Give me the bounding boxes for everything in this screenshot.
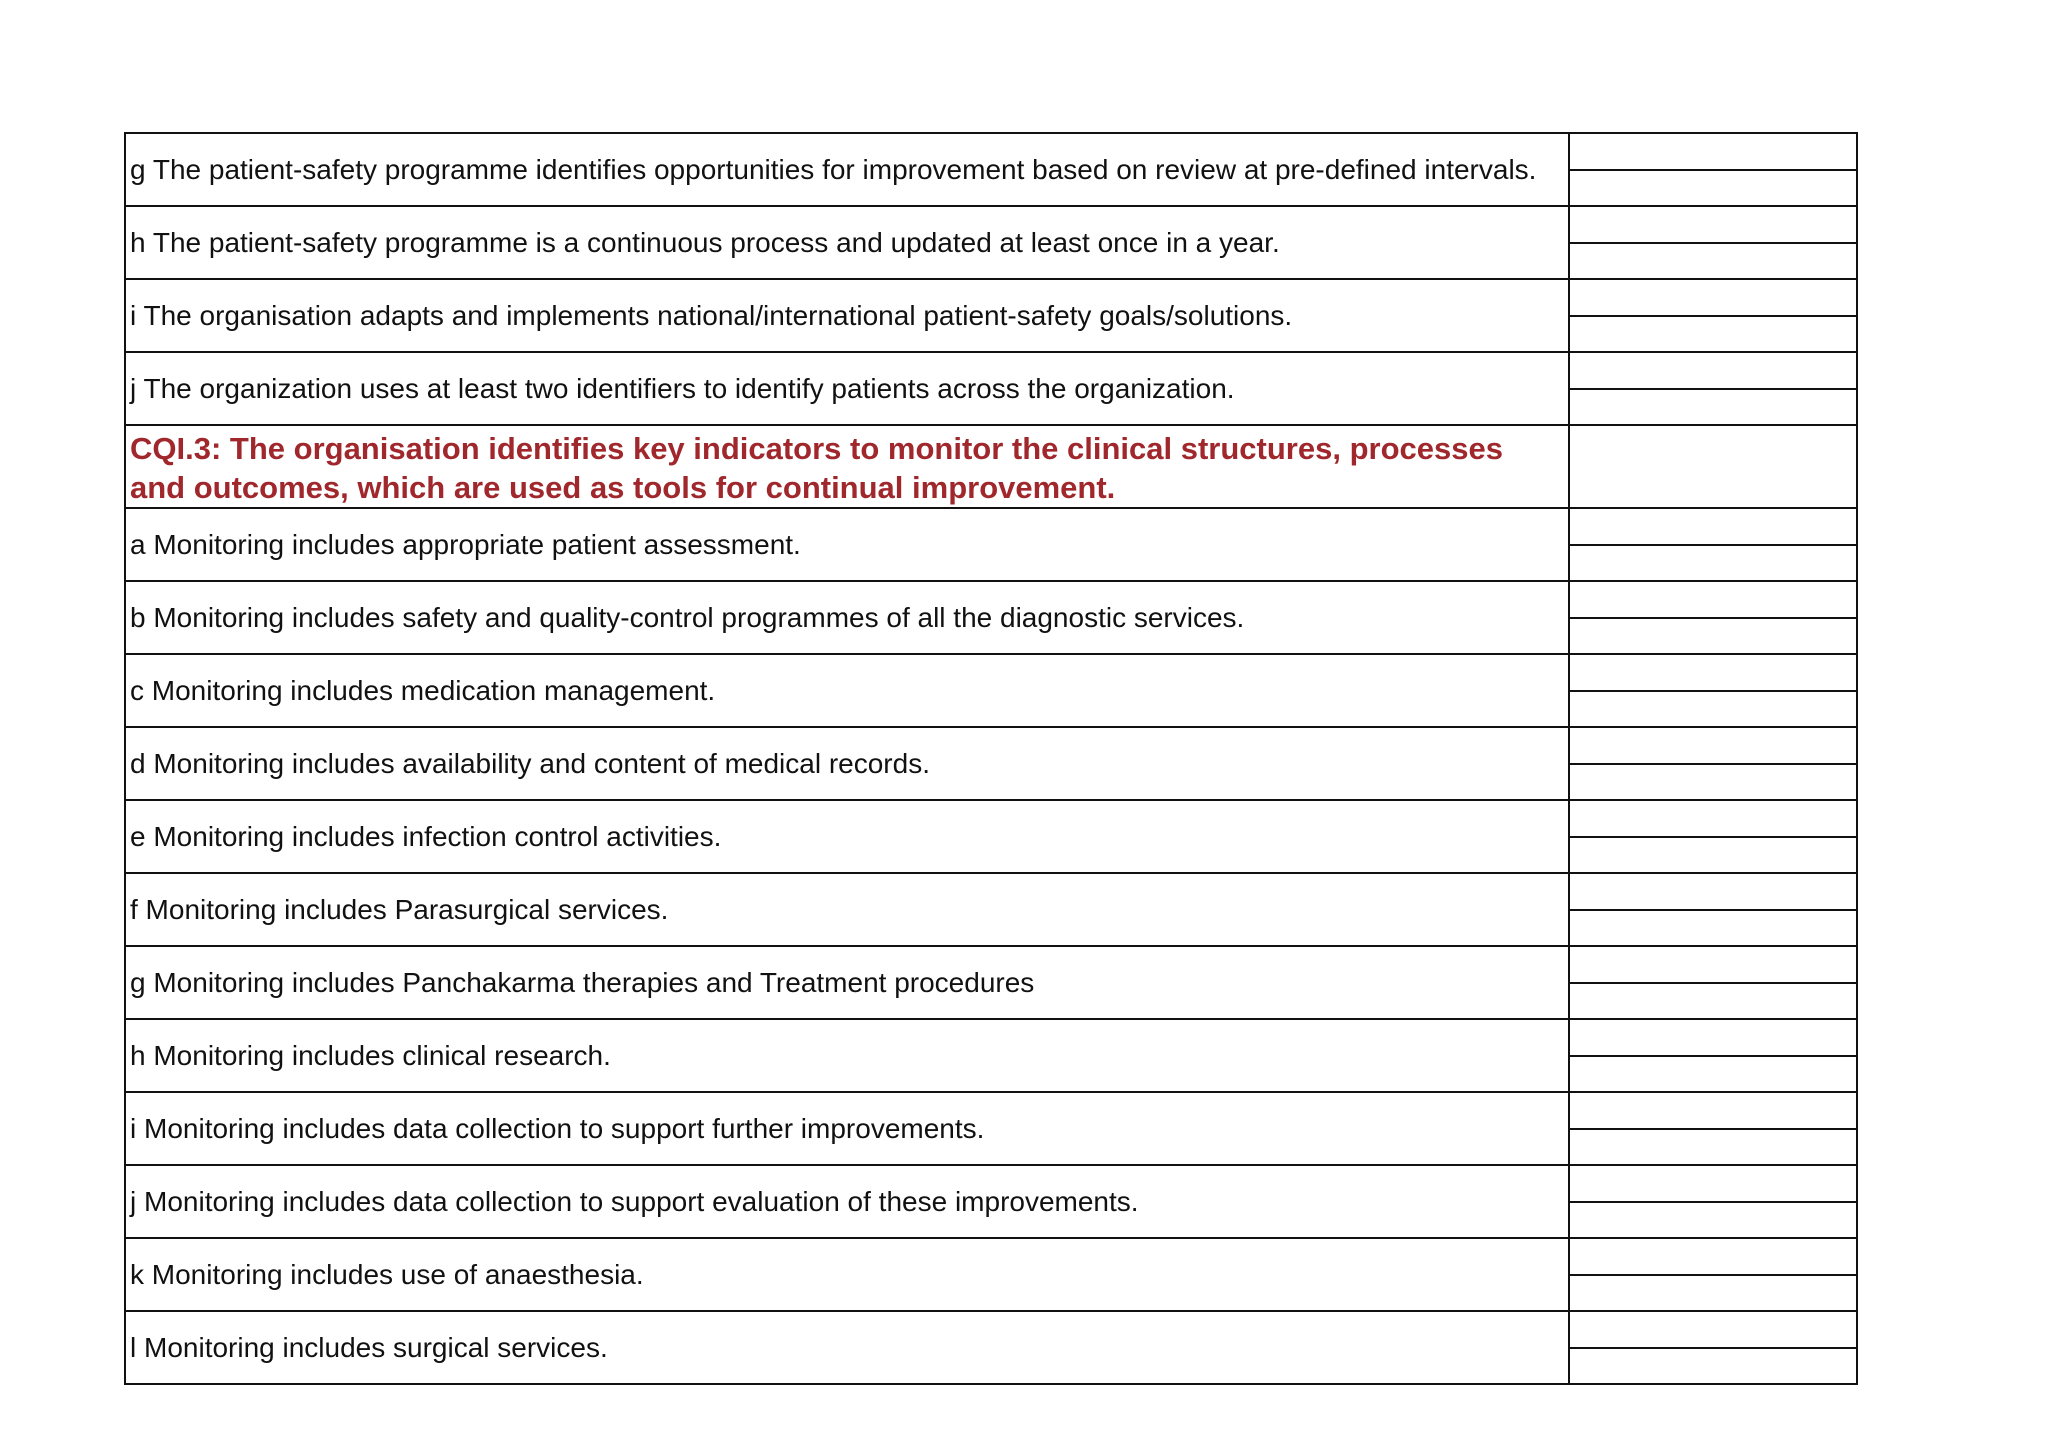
checklist-row [125, 1019, 1857, 1092]
row-text: l Monitoring includes surgical services. [125, 1311, 1569, 1384]
row-text: j The organization uses at least two identifiers to identify patients across the organization. [125, 352, 1569, 425]
score-cell-upper[interactable] [1570, 582, 1856, 617]
score-cell-lower[interactable] [1570, 1274, 1856, 1311]
score-cell-lower[interactable] [1570, 169, 1856, 206]
checklist-row [125, 581, 1857, 654]
score-cell-upper[interactable] [1570, 947, 1856, 982]
heading-score-box [1569, 425, 1857, 508]
score-box[interactable] [1569, 1019, 1857, 1092]
score-cell-upper[interactable] [1570, 280, 1856, 315]
row-text: h The patient-safety programme is a continuous process and updated at least once in a year. [125, 206, 1569, 279]
checklist-row [125, 1238, 1857, 1311]
checklist-row [125, 352, 1857, 425]
score-box[interactable] [1569, 133, 1857, 206]
score-cell-upper[interactable] [1570, 1020, 1856, 1055]
score-cell-upper[interactable] [1570, 207, 1856, 242]
row-text: g Monitoring includes Panchakarma therapies and Treatment procedures [125, 946, 1569, 1019]
row-text: f Monitoring includes Parasurgical services. [125, 873, 1569, 946]
row-text: g The patient-safety programme identifies opportunities for improvement based on review at pre-defined intervals. [125, 133, 1569, 206]
score-cell-lower[interactable] [1570, 1201, 1856, 1238]
score-box[interactable] [1569, 654, 1857, 727]
score-cell-upper[interactable] [1570, 874, 1856, 909]
checklist-row [125, 1092, 1857, 1165]
checklist-row [125, 279, 1857, 352]
score-cell-upper[interactable] [1570, 509, 1856, 544]
score-cell-upper[interactable] [1570, 655, 1856, 690]
score-cell-lower[interactable] [1570, 315, 1856, 352]
row-text: i Monitoring includes data collection to support further improvements. [125, 1092, 1569, 1165]
score-box[interactable] [1569, 279, 1857, 352]
score-cell-lower[interactable] [1570, 1347, 1856, 1384]
row-text: j Monitoring includes data collection to support evaluation of these improvements. [125, 1165, 1569, 1238]
score-cell-upper[interactable] [1570, 728, 1856, 763]
score-box[interactable] [1569, 1092, 1857, 1165]
score-cell-upper[interactable] [1570, 1166, 1856, 1201]
checklist-sheet [124, 132, 1848, 1363]
score-cell-upper[interactable] [1570, 353, 1856, 388]
score-cell-lower[interactable] [1570, 982, 1856, 1019]
score-cell-lower[interactable] [1570, 909, 1856, 946]
score-box[interactable] [1569, 873, 1857, 946]
score-cell-lower[interactable] [1570, 1055, 1856, 1092]
score-cell-upper[interactable] [1570, 134, 1856, 169]
checklist-row [125, 654, 1857, 727]
checklist-row [125, 1165, 1857, 1238]
score-cell-lower[interactable] [1570, 1128, 1856, 1165]
score-box[interactable] [1569, 1165, 1857, 1238]
score-box[interactable] [1569, 1311, 1857, 1384]
checklist-row [125, 133, 1857, 206]
score-box[interactable] [1569, 727, 1857, 800]
score-box[interactable] [1569, 206, 1857, 279]
score-cell-lower[interactable] [1570, 836, 1856, 873]
checklist-table [124, 132, 1858, 1385]
row-text: d Monitoring includes availability and content of medical records. [125, 727, 1569, 800]
checklist-row [125, 508, 1857, 581]
row-text: a Monitoring includes appropriate patient assessment. [125, 508, 1569, 581]
row-text: h Monitoring includes clinical research. [125, 1019, 1569, 1092]
row-text: b Monitoring includes safety and quality-control programmes of all the diagnostic services. [125, 581, 1569, 654]
section-heading: CQI.3: The organisation identifies key indicators to monitor the clinical structures, processes and outcomes, which are used as tools for continual improvement. [125, 425, 1569, 508]
score-cell-lower[interactable] [1570, 242, 1856, 279]
score-cell-upper[interactable] [1570, 1093, 1856, 1128]
score-box[interactable] [1569, 508, 1857, 581]
score-cell-lower[interactable] [1570, 690, 1856, 727]
checklist-row [125, 727, 1857, 800]
row-text: e Monitoring includes infection control activities. [125, 800, 1569, 873]
checklist-row [125, 873, 1857, 946]
score-box[interactable] [1569, 946, 1857, 1019]
score-cell-lower[interactable] [1570, 617, 1856, 654]
row-text: i The organisation adapts and implements national/international patient-safety goals/solutions. [125, 279, 1569, 352]
row-text: c Monitoring includes medication management. [125, 654, 1569, 727]
checklist-row [125, 946, 1857, 1019]
score-box[interactable] [1569, 581, 1857, 654]
score-cell-lower[interactable] [1570, 544, 1856, 581]
checklist-row [125, 1311, 1857, 1384]
score-cell-upper[interactable] [1570, 801, 1856, 836]
score-cell-upper[interactable] [1570, 1239, 1856, 1274]
score-cell-upper[interactable] [1570, 1312, 1856, 1347]
score-cell-lower[interactable] [1570, 388, 1856, 425]
section-heading-row [125, 425, 1857, 508]
score-box[interactable] [1569, 800, 1857, 873]
score-box[interactable] [1569, 1238, 1857, 1311]
row-text: k Monitoring includes use of anaesthesia. [125, 1238, 1569, 1311]
score-box[interactable] [1569, 352, 1857, 425]
score-cell-lower[interactable] [1570, 763, 1856, 800]
checklist-row [125, 206, 1857, 279]
checklist-row [125, 800, 1857, 873]
